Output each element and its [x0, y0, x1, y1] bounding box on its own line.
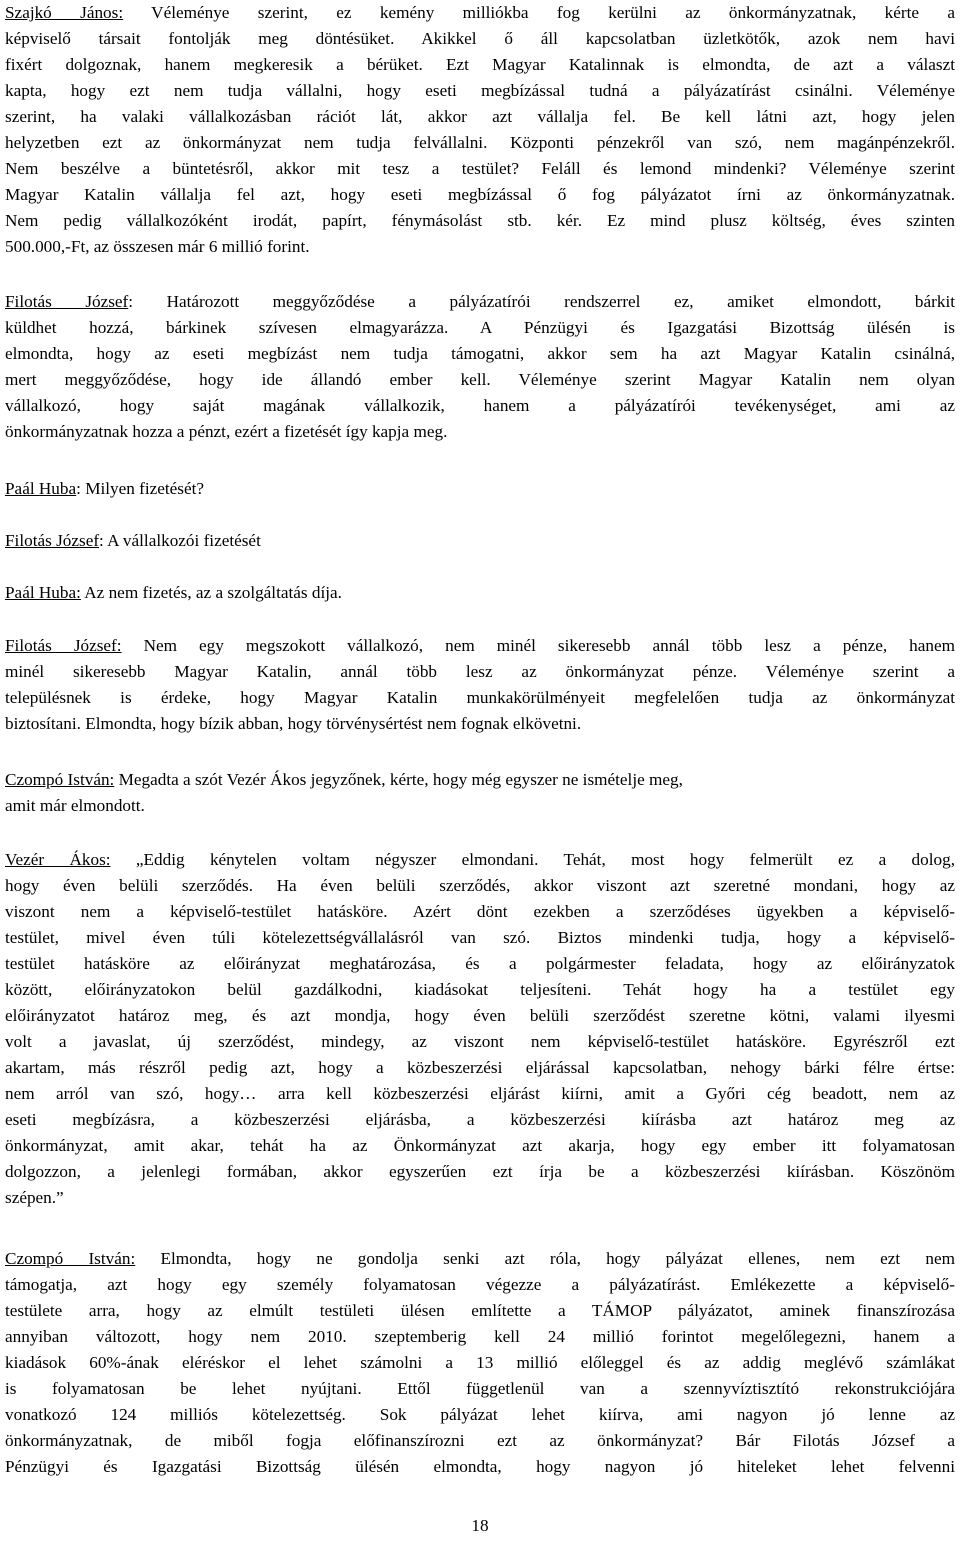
page-number: 18 [471, 1516, 489, 1535]
text-line: volt a javaslat, új szerződést, mindegy, az viszont nem képviselő-testület hatásköre. Egyrészről ezt [5, 1032, 955, 1051]
text-line: testülete arra, hogy az elmúlt testületi ülésen említette a TÁMOP pályázatot, aminek finanszírozása [5, 1301, 955, 1320]
text-line: Pénzügyi és Igazgatási Bizottság ülésén elmondta, hogy nagyon jó hiteleket lehet felvenni [5, 1457, 955, 1476]
text-line: 500.000,-Ft, az összesen már 6 millió forint. [5, 237, 310, 256]
text-line: eseti megbízásra, a közbeszerzési eljárásba, a közbeszerzési kiírásba azt határoz meg az [5, 1110, 955, 1129]
speaker-name: Vezér Ákos: [5, 850, 111, 869]
paragraph-vezer [5, 847, 955, 1211]
text-line: önkormányzat, amit akar, tehát ha az Önkormányzat azt akarja, hogy egy ember itt folyamatosan [5, 1136, 955, 1155]
speaker-name: Szajkó János: [5, 3, 124, 22]
text-line: Filotás József: Nem egy megszokott vállalkozó, nem minél sikeresebb annál több lesz a pénze, hanem [5, 636, 955, 655]
text-line: Szajkó János: Véleménye szerint, ez kemény milliókba fog kerülni az önkormányzatnak, kérte a [5, 3, 955, 22]
text-line: nem arról van szó, hogy… arra kell közbeszerzési eljárást kiírni, amit a Győri cég beadott, nem az [5, 1084, 955, 1103]
speaker-name: Filotás József: [5, 636, 122, 655]
text-line: Czompó István: Elmondta, hogy ne gondolja senki azt róla, hogy pályázat ellenes, nem ezt nem [5, 1249, 955, 1268]
text-line: akartam, más részről pedig azt, hogy a közbeszerzési eljárással kapcsolatban, nehogy bárki félre értse: [5, 1058, 955, 1077]
text-line: elmondta, hogy az eseti megbízást nem tudja támogatni, akkor sem ha azt Magyar Katalin csinálná, [5, 344, 955, 363]
paragraph-filotas-2 [5, 528, 955, 554]
text-line: biztosítani. Elmondta, hogy bízik abban, hogy törvénysértést nem fognak elkövetni. [5, 714, 582, 733]
text-line: önkormányzatnak, de miből fogja előfinanszírozni ezt az önkormányzat? Bár Filotás József a [5, 1431, 955, 1450]
paragraph-filotas-3 [5, 633, 955, 737]
text-line: kapta, hogy ezt nem tudja vállalni, hogy eseti megbízással tudná a pályázatírást csinálni. Véleménye [5, 81, 955, 100]
text-line: önkormányzatnak hozza a pénzt, ezért a fizetését így kapja meg. [5, 422, 448, 441]
text-line: Nem pedig vállalkozóként irodát, papírt, fénymásolást stb. kér. Ez mind plusz költség, éves szinten [5, 211, 955, 230]
text-line: Filotás József: Határozott meggyőződése a pályázatírói rendszerrel ez, amiket elmondott, bárkit [5, 292, 955, 311]
text-line: küldhet hozzá, bárkinek szívesen elmagyarázza. A Pénzügyi és Igazgatási Bizottság ülésén is [5, 318, 955, 337]
text-line: dolgozzon, a jelenlegi formában, akkor egyszerűen ezt írja be a közbeszerzési kiírásban. Köszönöm [5, 1162, 955, 1181]
text-line: szépen.” [5, 1188, 64, 1207]
text-line: Magyar Katalin vállalja fel azt, hogy eseti megbízással ő fog pályázatot írni az önkormányzatnak. [5, 185, 955, 204]
text-line: Czompó István: Megadta a szót Vezér Ákos jegyzőnek, kérte, hogy még egyszer ne ismételje meg, [5, 770, 683, 789]
paragraph-szajko [5, 0, 955, 260]
paragraph-czompo-1 [5, 767, 955, 819]
text-line: előirányzatot határoz meg, és azt mondja, hogy éven belüli szerződést szeretne kötni, valami ilyesmi [5, 1006, 955, 1025]
text-line: testület hatásköre az előirányzat meghatározása, és a polgármester feladata, hogy az előirányzatok [5, 954, 955, 973]
paragraph-czompo-2 [5, 1246, 955, 1480]
speaker-name: Czompó István: [5, 770, 115, 789]
speaker-name: Paál Huba: [5, 583, 81, 602]
text-line: Paál Huba: Az nem fizetés, az a szolgáltatás díja. [5, 583, 342, 602]
text-line: helyzetben ezt az önkormányzat nem tudja felvállalni. Központi pénzekről van szó, nem magánpénzekről. [5, 133, 955, 152]
text-line: Paál Huba: Milyen fizetését? [5, 479, 205, 498]
speaker-name: Czompó István: [5, 1249, 136, 1268]
text-line: viszont nem a képviselő-testület hatásköre. Azért dönt ezekben a szerződéses ügyekben a képviselő- [5, 902, 955, 921]
speaker-name: Filotás József [5, 531, 100, 550]
text-line: településnek is érdeke, hogy Magyar Katalin munkakörülményeit megfelelően tudja az önkormányzat [5, 688, 955, 707]
paragraph-paal-1 [5, 476, 955, 502]
text-line: hogy éven belüli szerződés. Ha éven belüli szerződés, akkor viszont azt szeretné mondani, hogy az [5, 876, 955, 895]
text-line: között, előirányzatokon belül gazdálkodni, kiadásokat teljesíteni. Tehát hogy ha a testület egy [5, 980, 955, 999]
text-line: minél sikeresebb Magyar Katalin, annál több lesz az önkormányzat pénze. Véleménye szerint a [5, 662, 955, 681]
text-line: szerint, ha valaki vállalkozásban rációt lát, akkor azt vállalja fel. Be kell látni azt, hogy jelen [5, 107, 955, 126]
text-line: mert meggyőződése, hogy ide állandó ember kell. Véleménye szerint Magyar Katalin nem olyan [5, 370, 955, 389]
speaker-name: Filotás József [5, 292, 129, 311]
text-line: támogatja, azt hogy egy személy folyamatosan végezze a pályázatírást. Emlékezette a képviselő- [5, 1275, 955, 1294]
text-line: képviselő társait fontolják meg döntésüket. Akikkel ő áll kapcsolatban üzletkötők, azok nem havi [5, 29, 955, 48]
text-line: Filotás József: A vállalkozói fizetését [5, 531, 261, 550]
paragraph-filotas-1 [5, 289, 955, 445]
text-line: vonatkozó 124 milliós kötelezettség. Sok pályázat lehet kiírva, ami nagyon jó lenne az [5, 1405, 955, 1424]
paragraph-paal-2 [5, 580, 955, 606]
text-line: is folyamatosan be lehet nyújtani. Ettől függetlenül van a szennyvíztisztító rekonstrukciójára [5, 1379, 955, 1398]
text-line: vállalkozó, hogy saját magának vállalkozik, hanem a pályázatírói tevékenységet, ami az [5, 396, 955, 415]
text-line: annyiban változott, hogy nem 2010. szeptemberig kell 24 millió forintot megelőlegezni, hanem a [5, 1327, 955, 1346]
text-line: Vezér Ákos: „Eddig kénytelen voltam négyszer elmondani. Tehát, most hogy felmerült ez a dolog, [5, 850, 955, 869]
speaker-name: Paál Huba [5, 479, 77, 498]
text-line: amit már elmondott. [5, 796, 145, 815]
text-line: Nem beszélve a büntetésről, akkor mit tesz a testület? Feláll és lemond mindenki? Véleménye szerint [5, 159, 955, 178]
text-line: fixért dolgoznak, hanem megkeresik a bérüket. Ezt Magyar Katalinnak is elmondta, de azt a választ [5, 55, 955, 74]
text-line: testület, mivel éven túli kötelezettségvállalásról van szó. Biztos mindenki tudja, hogy a képviselő- [5, 928, 955, 947]
text-line: kiadások 60%-ának eléréskor el lehet számolni a 13 millió előleggel és az addig meglévő számlákat [5, 1353, 955, 1372]
